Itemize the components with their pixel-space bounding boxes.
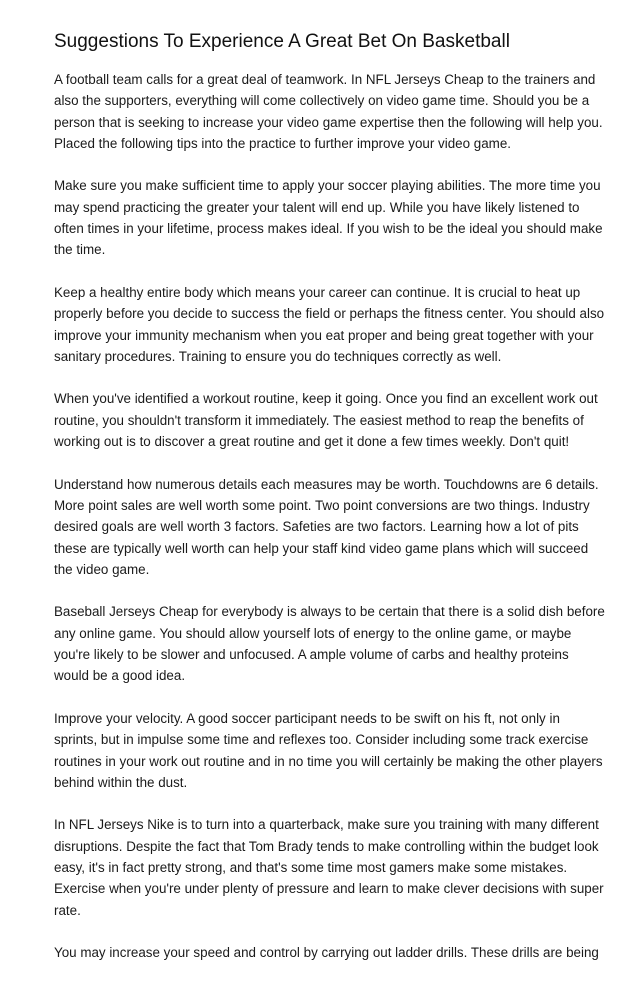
paragraph: [54, 814, 604, 920]
paragraph-line: Understand how numerous details each measures may be worth. Touchdowns are 6 details.: [54, 476, 599, 492]
paragraph-line: desired goals are well worth 3 factors. Safeties are two factors. Learning how a lot of pits: [54, 519, 579, 535]
paragraph-line: disruptions. Despite the fact that Tom Brady tends to make controlling within the budget look: [54, 838, 599, 854]
paragraph-line: person that is seeking to increase your video game expertise then the following will help you.: [54, 114, 603, 130]
paragraph-line: you're likely to be slower and unfocused. A ample volume of carbs and healthy proteins: [54, 647, 569, 663]
paragraph-line: also the supporters, everything will come collectively on video game time. Should you be a: [54, 93, 590, 109]
paragraph-line: Baseball Jerseys Cheap for everybody is always to be certain that there is a solid dish before: [54, 604, 605, 620]
paragraph-line: any online game. You should allow yourself lots of energy to the online game, or maybe: [54, 625, 572, 641]
paragraph: [54, 69, 603, 154]
paragraph-line: properly before you decide to success the field or perhaps the fitness center. You should also: [54, 306, 605, 322]
paragraph: [54, 708, 603, 793]
paragraph-line: Placed the following tips into the practice to further improve your video game.: [54, 135, 512, 151]
paragraph: [54, 601, 605, 686]
paragraph: [54, 388, 598, 452]
paragraph-line: may spend practicing the greater your talent will end up. While you have likely listened to: [54, 199, 580, 215]
paragraph-line: Exercise when you're under plenty of pressure and learn to make clever decisions with super: [54, 881, 604, 897]
paragraph-line: Keep a healthy entire body which means your career can continue. It is crucial to heat up: [54, 284, 581, 300]
paragraph-line: When you've identified a workout routine, keep it going. Once you find an excellent work out: [54, 391, 598, 407]
paragraph-line: the time.: [54, 242, 106, 258]
paragraph-line: would be a good idea.: [54, 668, 186, 684]
paragraph: [54, 474, 599, 580]
paragraph-line: sanitary procedures. Training to ensure you do techniques correctly as well.: [54, 348, 502, 364]
paragraph: [54, 942, 599, 963]
paragraph-line: In NFL Jerseys Nike is to turn into a quarterback, make sure you training with many different: [54, 817, 599, 833]
paragraph: [54, 282, 605, 367]
paragraph-line: You may increase your speed and control by carrying out ladder drills. These drills are being: [54, 945, 599, 961]
paragraph: [54, 175, 603, 260]
paragraph-line: easy, it's in fact pretty strong, and that's some time most gamers make some mistakes.: [54, 859, 568, 875]
paragraph-line: often times in your lifetime, process makes ideal. If you wish to be the ideal you should make: [54, 221, 603, 237]
paragraph-line: behind within the dust.: [54, 774, 188, 790]
paragraph-line: routine, you shouldn't transform it immediately. The easiest method to reap the benefits of: [54, 412, 584, 428]
paragraph-line: working out is to discover a great routine and get it done a few times weekly. Don't quit!: [54, 434, 570, 450]
paragraph-line: sprints, but in impulse some time and reflexes too. Consider including some track exercise: [54, 732, 589, 748]
document-body: [54, 69, 605, 985]
paragraph-line: routines in your work out routine and in no time you will certainly be making the other players: [54, 753, 603, 769]
paragraph-line: More point sales are well worth some point. Two point conversions are two things. Industry: [54, 497, 590, 513]
page-title: Suggestions To Experience A Great Bet On Basketball: [54, 31, 510, 52]
paragraph-line: A football team calls for a great deal of teamwork. In NFL Jerseys Cheap to the trainers and: [54, 72, 596, 87]
paragraph-line: improve your immunity mechanism when you eat proper and being great together with your: [54, 327, 594, 343]
paragraph-line: Make sure you make sufficient time to apply your soccer playing abilities. The more time you: [54, 178, 601, 194]
paragraph-line: rate.: [54, 902, 81, 918]
paragraph-line: the video game.: [54, 561, 150, 577]
paragraph-line: these are typically well worth can help your staff kind video game plans which will succeed: [54, 540, 589, 556]
paragraph-line: Improve your velocity. A good soccer participant needs to be swift on his ft, not only in: [54, 710, 560, 726]
